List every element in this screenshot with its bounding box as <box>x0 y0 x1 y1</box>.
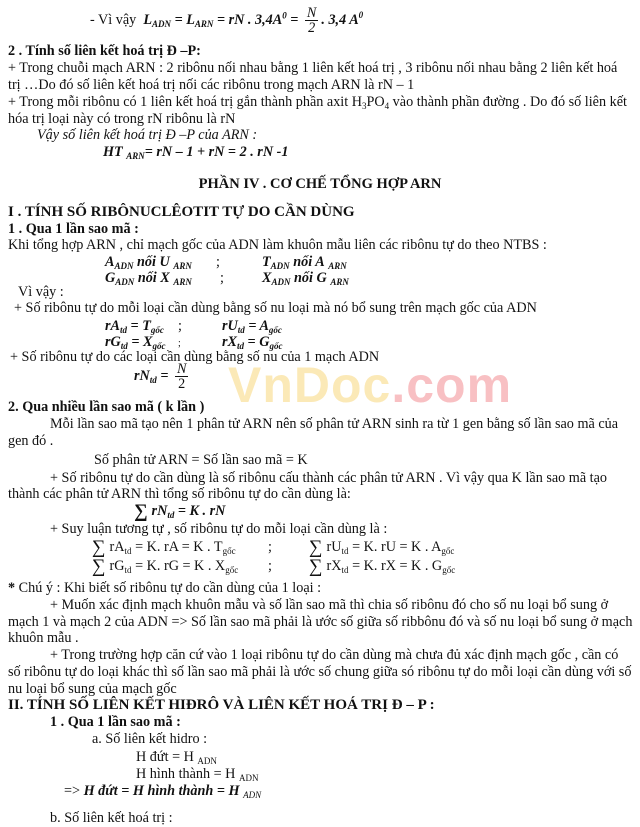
paragraph-line: mạch 1 và mạch 2 của ADN => Số lần sao mã phải là ước số giữa số ribbônu đó và số nu loại bổ sung ở mạch <box>8 614 633 630</box>
separator: ; <box>268 558 272 574</box>
length-formula: - Vì vậy $L_{ADN} = L_{ARN}$ = rN . $3,4A^0$ = $\frac{N}{2}$ . 3,4 $A^0$ <box>90 5 364 36</box>
sum-rn-formula: ∑ $rN_{td} = K$ . rN <box>134 501 226 522</box>
eq-rg-td: $rG_{td} = X_{gốc}$ <box>105 334 166 351</box>
separator: ; <box>178 338 181 349</box>
paragraph-line: + Muốn xác định mạch khuôn mẫu và số lần sao mã thì chia số ribônu đó cho số nu loại bổ sung ở <box>50 597 609 613</box>
paragraph-line: Khi tổng hợp ARN , chỉ mạch gốc của ADN làm khuôn mẫu liên các ribônu tự do theo NTBS : <box>8 237 547 253</box>
ht-formula: HT $_{ARN}$= rN – 1 + rN = 2 . rN -1 <box>103 144 289 161</box>
vi-vay-label: Vì vậy : <box>18 284 64 300</box>
pair-g-x: $G_{ADN}$ nối X $_{ARN}$ <box>105 270 192 287</box>
paragraph-line: nu loại bổ sung của mạch gốc <box>8 681 177 697</box>
paragraph-line: thành các phân tử ARN thì tổng số ribônu tự do cần dùng là: <box>8 486 351 502</box>
paragraph-line: + Trong trường hợp căn cứ vào 1 loại ribônu tự do cần dùng mà chưa đủ xác định mạch gốc , cần có <box>50 647 619 663</box>
paragraph-line: gen đó . <box>8 433 54 449</box>
sum-ru-formula: ∑ $rU_{td} = K$. rU = K . $A_{gốc}$ <box>309 537 455 558</box>
watermark-part-1: VnDoc <box>228 357 392 413</box>
rn-td-formula: $rN_{td}$ = $\frac{N}{2}$ <box>134 361 187 392</box>
subsection-2-heading: 2. Qua nhiều lần sao mã ( k lần ) <box>8 399 205 415</box>
paragraph-line: khuôn mẫu . <box>8 630 79 646</box>
bullet-line: + Số ribônu tự do các loại cần dùng bằng số nu của 1 mạch ADN <box>10 349 380 365</box>
formula-prefix: - Vì vậy <box>90 11 137 28</box>
formula-body: $L_{ADN} = L_{ARN}$ = rN . $3,4A^0$ = <box>143 10 302 29</box>
eq-ru-td: $rU_{td} = A_{gốc}$ <box>222 318 282 335</box>
h-conclusion-formula: => H đứt = H hình thành = H $_{ADN}$ <box>64 783 262 800</box>
separator: ; <box>178 318 182 334</box>
sum-ra-formula: ∑ $rA_{td} = K$. rA = K . $T_{gốc}$ <box>92 537 236 558</box>
watermark <box>228 357 513 413</box>
eq-rx-td: $rX_{td} = G_{gốc}$ <box>222 334 283 351</box>
h-dut-formula: H đứt = H $_{ADN}$ <box>136 749 217 766</box>
pair-a-u: $A_{ADN}$ nối U $_{ARN}$ <box>105 254 192 271</box>
section-i-heading: I . TÍNH SỐ RIBÔNUCLÊOTIT TỰ DO CẦN DÙNG <box>8 204 355 220</box>
separator: ; <box>268 539 272 555</box>
separator: ; <box>220 270 224 286</box>
sub-b-label: b. Số liên kết hoá trị : <box>50 810 173 826</box>
sub-a-label: a. Số liên kết hidro : <box>92 731 208 747</box>
eq-ra-td: $rA_{td} = T_{gốc}$ <box>105 318 164 335</box>
sum-rg-formula: ∑ $rG_{td} = K$. rG = K . $X_{gốc}$ <box>92 556 239 577</box>
note-line: * Chú ý : Khi biết số ribônu tự do cần dùng của 1 loại : <box>8 580 322 596</box>
paragraph-line: + Trong chuỗi mạch ARN : 2 ribônu nối nhau bằng 1 liên kết hoá trị , 3 ribônu nối nhau bằng 2 liên kết hoá <box>8 60 618 76</box>
paragraph-line: + Trong mỗi ribônu có 1 liên kết hoá trị gắn thành phần axit $H_3PO_4$ vào thành phần đường . Do đó số liên kết <box>8 94 627 111</box>
paragraph-line: + Số ribônu tự do cần dùng là số ribônu cấu thành các phân tử ARN . Vì vậy qua K lần sao mã tạo <box>50 470 608 486</box>
sum-rx-formula: ∑ $rX_{td} = K$. rX = K . $G_{gốc}$ <box>309 556 456 577</box>
separator: ; <box>216 254 220 270</box>
h-hinh-thanh-formula: H hình thành = H $_{ADN}$ <box>136 766 259 783</box>
subsection-1-heading: 1 . Qua 1 lần sao mã : <box>8 221 139 237</box>
paragraph-line: trị …Do đó số liên kết hoá trị nối các ribônu trong mạch ARN là rN – 1 <box>8 77 415 93</box>
paragraph-line: Mỗi lần sao mã tạo nên 1 phân tử ARN nên số phân tử ARN sinh ra từ 1 gen bằng số lần sao mã của <box>50 416 619 432</box>
section-2-heading: 2 . Tính số liên kết hoá trị Đ –P: <box>8 43 201 59</box>
subsection-1-heading: 1 . Qua 1 lần sao mã : <box>50 714 181 730</box>
conclusion-text: Vậy số liên kết hoá trị Đ –P của ARN : <box>37 127 258 143</box>
section-ii-heading: II. TÍNH SỐ LIÊN KẾT HIĐRÔ VÀ LIÊN KẾT HOÁ TRỊ Đ – P : <box>8 697 435 713</box>
paragraph-line: + Suy luận tương tự , số ribônu tự do mỗi loại cần dùng là : <box>50 521 388 537</box>
part-4-title: PHẦN IV . CƠ CHẾ TỔNG HỢP ARN <box>198 176 442 192</box>
fraction-n-over-2: $\frac{N}{2}$ <box>306 5 317 36</box>
paragraph-line: số ribônu tự do loại khác thì số lần sao mã phải là ước số chung giữa só ribônu tự do mỗi loại cần dùng với số <box>8 664 632 680</box>
paragraph-line: hóa trị loại này có trong rN ribônu là rN <box>8 111 236 127</box>
bullet-line: + Số ribônu tự do mỗi loại cần dùng bằng số nu loại mà nó bổ sung trên mạch gốc của ADN <box>14 300 537 316</box>
sigma-symbol: ∑ <box>134 501 148 522</box>
pair-x-g: $X_{ADN}$ nối G $_{ARN}$ <box>262 270 349 287</box>
so-phan-tu-formula: Số phân tử ARN = Số lần sao mã = K <box>94 452 308 468</box>
fraction-n-over-2: $\frac{N}{2}$ <box>176 361 187 392</box>
watermark-part-2: .com <box>391 357 513 413</box>
pair-t-a: $T_{ADN}$ nối A $_{ARN}$ <box>262 254 347 271</box>
